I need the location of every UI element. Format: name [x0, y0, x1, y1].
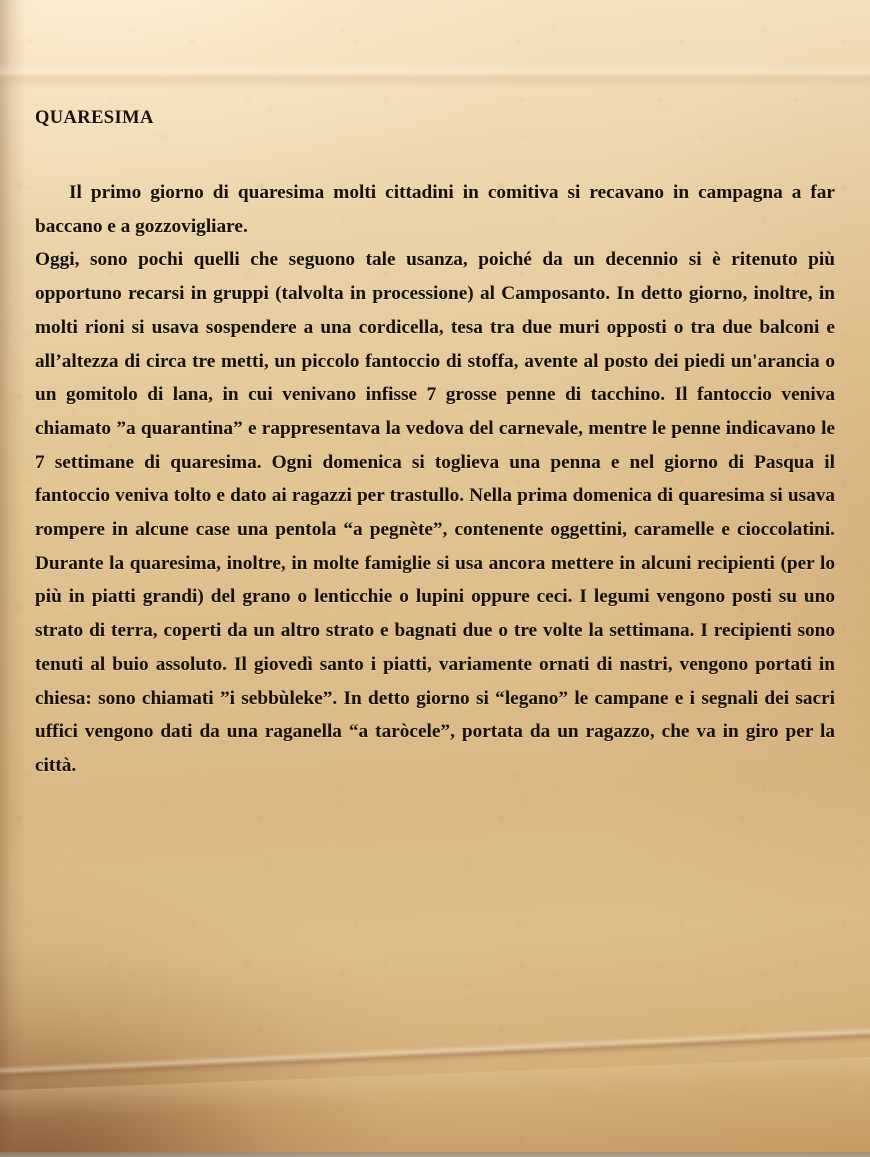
page-title: QUARESIMA: [35, 108, 154, 128]
body-paragraph-first: [35, 129, 835, 243]
page-bottom-strip: [0, 1152, 870, 1157]
paper-fold-crease-secondary: [0, 1056, 870, 1122]
body-paragraph-second: Oggi, sono pochi quelli che seguono tale usanza, poiché da un decennio si è ritenuto più opportuno recarsi in gruppi (talvolta in processione) al Camposanto. In detto giorno, inoltre, in molti rioni si usava sospendere a una cordicella, tesa tra due muri opposti o tra due balconi e all’altezza di circa tre metti, un piccolo fantoccio di stoffa, avente al posto dei piedi un'arancia o un gomitolo di lana, in cui venivano infisse 7 grosse penne di tacchino. Il fantoccio veniva chiamato ”a quarantina” e rappresentava la vedova del carnevale, mentre le penne indicavano le 7 settimane di quaresima. Ogni domenica si toglieva una penna e nel giorno di Pasqua il fantoccio veniva tolto e dato ai ragazzi per trastullo. Nella prima domenica di quaresima si usava rompere in alcune case una pentola “a pegnète”, contenente oggettini, caramelle e cioccolatini. Durante la quaresima, inoltre, in molte famiglie si usa ancora mettere in alcuni recipienti (per lo più in piatti grandi) del grano o lenticchie o lupini oppure ceci. I legumi vengono posti su uno strato di terra, coperti da un altro strato e bagnati due o tre volte la settimana. I recipienti sono tenuti al buio assoluto. Il giovedì santo i piatti, variamente ornati di nastri, vengono portati in chiesa: sono chiamati ”i sebbùleke”. In detto giorno si “legano” le campane e i segnali dei sacri uffici vengono dati da una raganella “a taròcele”, portata da un ragazzo, che va in giro per la città.: [35, 249, 835, 776]
paragraph-text: Il primo giorno di quaresima molti cittadini in comitiva si recavano in campagna a far baccano e a gozzovigliare.: [35, 182, 835, 237]
paper-fold-crease: [0, 1025, 870, 1084]
